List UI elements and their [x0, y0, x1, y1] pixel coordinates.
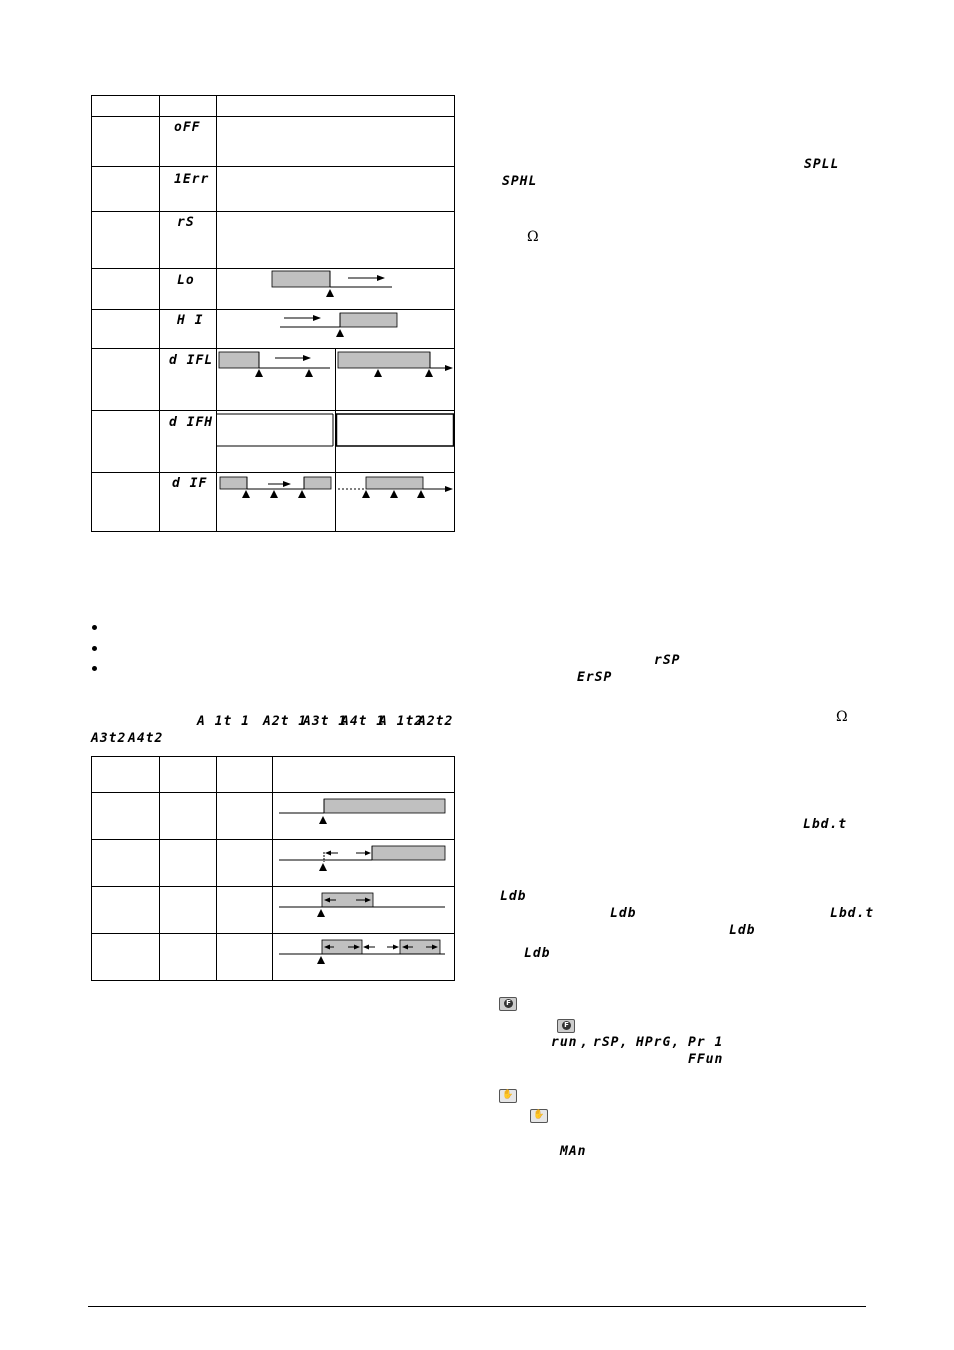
f-key-icon: F: [499, 997, 517, 1011]
param-a2t2: A2t2: [418, 714, 454, 729]
code-sphl: SPHL: [502, 174, 538, 189]
code-rs: rS: [177, 215, 195, 230]
code-spll: SPLL: [804, 157, 840, 172]
code-off: oFF: [174, 120, 201, 135]
param-a4t1: A4t 1: [341, 714, 386, 729]
separator-comma: ,: [580, 1035, 589, 1050]
code-dif: d IF: [172, 476, 208, 491]
param-a4t2: A4t2: [128, 731, 164, 746]
hand-icon: ✋: [533, 1110, 545, 1120]
code-rsp: rSP,: [593, 1035, 629, 1050]
code-rsp: rSP: [654, 653, 681, 668]
code-ldb: Ldb: [729, 923, 756, 938]
code-lo: Lo: [177, 273, 195, 288]
f-key-icon: F: [557, 1019, 575, 1033]
param-a3t1: A3t 1: [303, 714, 348, 729]
code-1err: 1Err: [174, 172, 210, 187]
code-ersp: ErSP: [577, 670, 613, 685]
code-run: run: [551, 1035, 578, 1050]
hand-icon: ✋: [502, 1090, 514, 1100]
code-ldb: Ldb: [524, 946, 551, 961]
code-man: MAn: [560, 1144, 587, 1159]
ohm-symbol: Ω: [836, 709, 848, 725]
code-hprg: HPrG,: [636, 1035, 681, 1050]
code-lbdt: Lbd.t: [830, 906, 875, 921]
param-a1t2: A 1t2: [379, 714, 424, 729]
code-ldb: Ldb: [500, 889, 527, 904]
code-ldb: Ldb: [610, 906, 637, 921]
code-lbdt: Lbd.t: [803, 817, 848, 832]
code-hi: H I: [177, 313, 204, 328]
param-a3t2: A3t2: [91, 731, 127, 746]
ohm-symbol: Ω: [527, 229, 539, 245]
code-difl: d IFL: [169, 353, 214, 368]
param-a1t1: A 1t 1: [197, 714, 250, 729]
code-difh: d IFH: [169, 415, 214, 430]
param-a2t1: A2t 1: [263, 714, 308, 729]
code-pr1: Pr 1: [688, 1035, 724, 1050]
code-ffun: FFun: [688, 1052, 724, 1067]
